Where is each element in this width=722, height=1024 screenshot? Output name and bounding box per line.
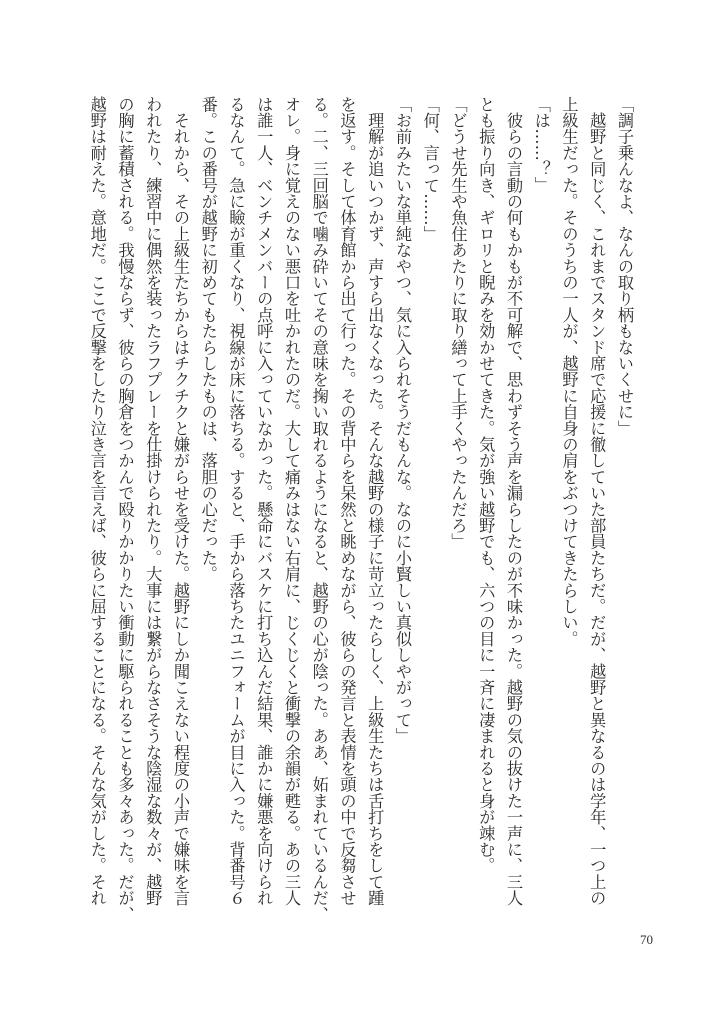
text-line: われたり、練習中に偶然を装ったラフプレーを仕掛けられたり。大事には繋がらなさそうな陰湿な数々が、越野 xyxy=(143,96,163,906)
text-line: の胸に蓄積される。我慢ならず、彼らの胸倉をつかんで殴りかかりたい衝動に駆られることも多々あった。だが、 xyxy=(115,96,135,923)
text-line: 「調子乗んなよ、なんの取り柄もないくせに」 xyxy=(615,96,634,437)
text-line: るなんて。急に瞼が重くなり、視線が床に落ちる。すると、手から落ちたユニフォームが目に入った。背番号６ xyxy=(226,96,246,906)
text-line: 上級生だった。そのうちの一人が、越野に自身の肩をぶつけてきたらしい。 xyxy=(559,96,579,647)
text-line: とも振り向き、ギロリと睨みを効かせてきた。気が強い越野でも、六つの目に一斉に凄まれると身が竦む。 xyxy=(476,96,496,874)
text-line: 「何、言って……」 xyxy=(420,96,440,242)
text-line: 越野は耐えた。意地だ。ここで反撃をしたり泣き言を言えば、彼らに屈することになる。そんな気がした。それ xyxy=(87,96,107,906)
text-line: を返す。そして体育館から出て行った。その背中らを呆然と眺めながら、彼らの発言と表情を頭の中で反芻させ xyxy=(337,96,357,906)
text-line: は誰一人、ベンチメンバーの点呼に入っていなかった。懸命にバスケに打ち込んだ結果、誰かに嫌悪を向けられ xyxy=(254,96,274,906)
text-line: 「どうせ先生や魚住あたりに取り繕って上手くやったんだろ」 xyxy=(448,96,468,550)
text-line: 「は……？」 xyxy=(531,96,551,194)
text-line: 理解が追いつかず、声すら出なくなった。そんな越野の様子に苛立ったらしく、上級生たちは舌打ちをして踵 xyxy=(365,96,385,906)
text-line: る。二、三回脳で噛み砕いてその意味を掬い取れるようになると、越野の心が陰った。ああ、妬まれているんだ、 xyxy=(309,96,329,923)
text-line: それから、その上級生たちからはチクチクと嫌がらせを受けた。越野にしか聞こえない程度の小声で嫌味を言 xyxy=(171,96,190,906)
text-line: 彼らの言動の何もかもが不可解で、思わずそう声を漏らしたのが不味かった。越野の気の抜けた一声に、三人 xyxy=(504,96,523,907)
page-number: 70 xyxy=(640,932,653,947)
text-line: オレ。身に覚えのない悪口を吐かれたのだ。大して痛みはない右肩に、じくじくと衝撃の余韻が甦る。あの三人 xyxy=(282,96,301,906)
text-line: 番。この番号が越野に初めてもたらしたものは、落胆の心だった。 xyxy=(198,96,218,582)
text-line: 越野と同じく、これまでスタンド席で応援に徹していた部員たちだ。だが、越野と異なるのは学年、一つ上の xyxy=(587,96,607,906)
text-line: 「お前みたいな単純なやつ、気に入られそうだもんな。なのに小賢しい真似しやがって」 xyxy=(393,96,412,744)
vertical-text-body xyxy=(83,96,638,923)
